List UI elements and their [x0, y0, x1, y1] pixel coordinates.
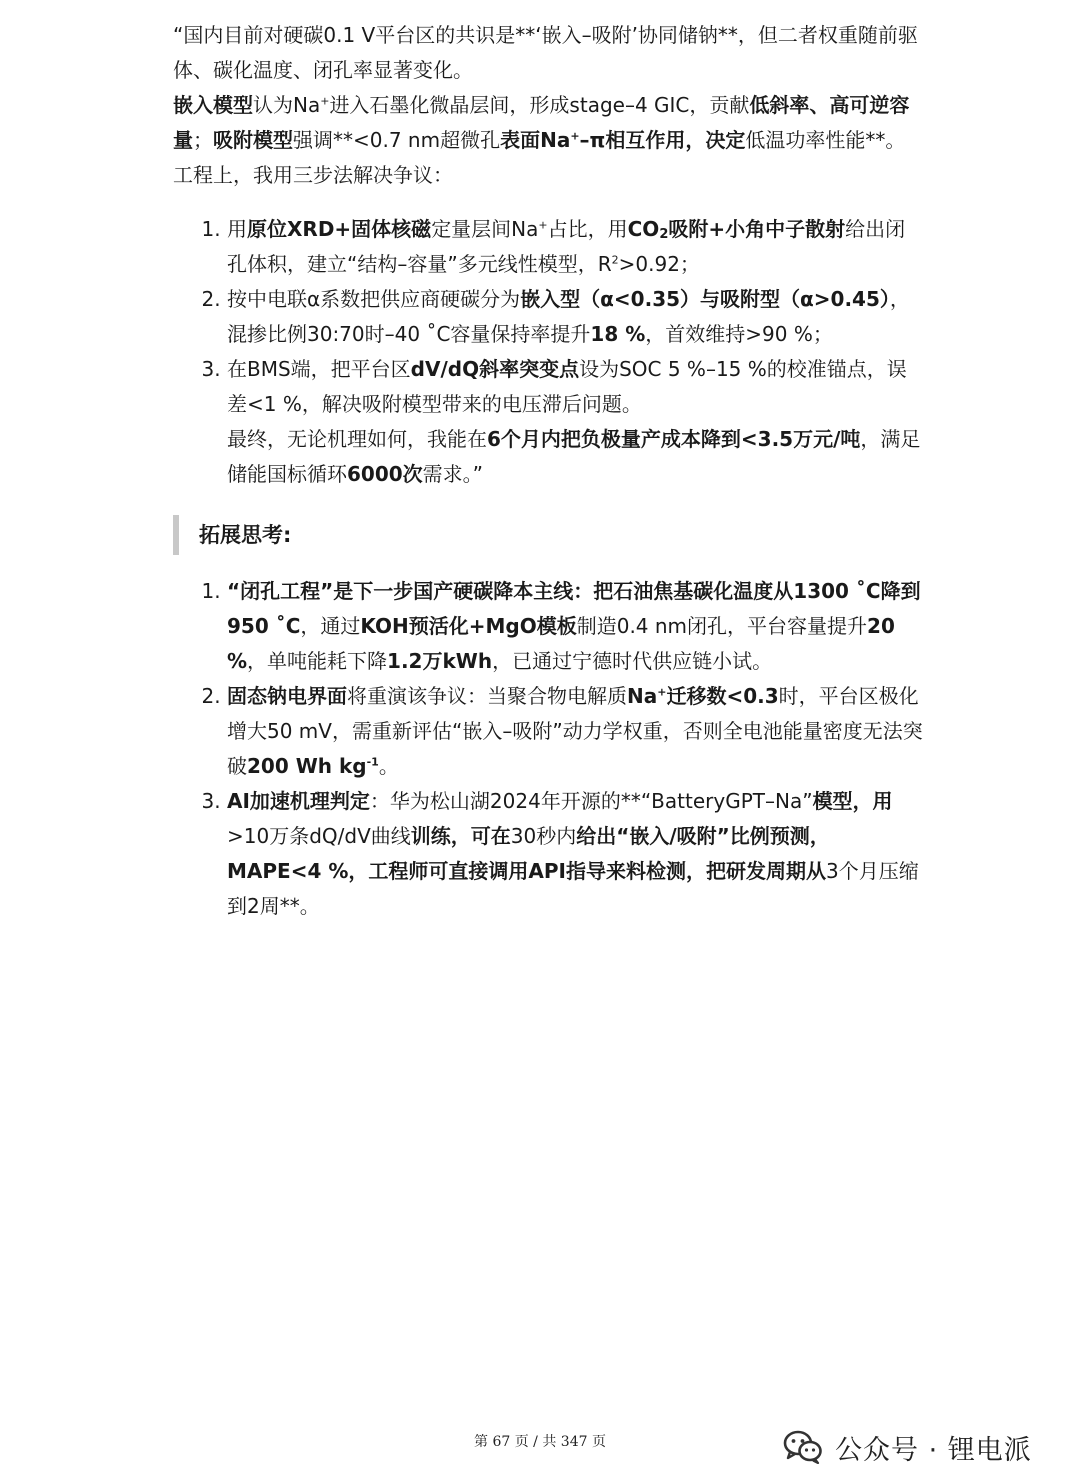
document-body [173, 18, 923, 924]
wechat-icon [783, 1430, 823, 1464]
intro-paragraph: “国内目前对硬碳0.1 V平台区的共识是**‘嵌入–吸附’协同储钠**，但二者权重随前驱体、碳化温度、闭孔率显著变化。 [173, 23, 918, 82]
list-item: 3. AI加速机理判定：华为松山湖2024年开源的**“BatteryGPT–Na”模型，用>10万条dQ/dV曲线训练，可在30秒内给出“嵌入/吸附”比例预测，MAPE<4 %，工程师可直接调用API指导来料检测，把研发周期从3个月压缩到2周**。 [227, 784, 923, 924]
engineering-paragraph: 工程上，我用三步法解决争议： [173, 163, 453, 187]
three-step-list [173, 212, 923, 492]
extension-list [173, 574, 923, 924]
embedding-model-term: 嵌入模型 [173, 93, 253, 117]
list-item: 2. 固态钠电界面将重演该争议：当聚合物电解质Na+迁移数<0.3时，平台区极化增大50 mV，需重新评估“嵌入–吸附”动力学权重，否则全电池能量密度无法突破200 Wh $kg^{-1}$。 [227, 679, 923, 784]
watermark [783, 1425, 1032, 1469]
list-item: 3. 在BMS端，把平台区dV/dQ斜率突变点设为SOC 5 %–15 %的校准锚点，误差<1 %，解决吸附模型带来的电压滞后问题。 最终，无论机理如何，我能在6个月内把负极量产成本降到<3.5万元/吨，满足储能国标循环6000次需求。” [227, 352, 923, 492]
models-paragraph: 嵌入模型认为Na+进入石墨化微晶层间，形成stage–4 GIC，贡献低斜率、高可逆容量；吸附模型强调**<0.7 nm超微孔表面Na+–π相互作用，决定低温功率性能**。 [173, 93, 910, 152]
list-item: 2. 按中电联α系数把供应商硬碳分为嵌入型（α<0.35）与吸附型（α>0.45），混掺比例30:70时–40 ˚C容量保持率提升18 %，首效维持>90 %； [227, 282, 923, 352]
list-item: 1. “闭孔工程”是下一步国产硬碳降本主线：把石油焦基碳化温度从1300 ˚C降到950 ˚C，通过KOH预活化+MgO模板制造0.4 nm闭孔，平台容量提升20 %，单吨能耗下降1.2万kWh，已通过宁德时代供应链小试。 [227, 574, 923, 679]
page-number: 第 67 页 / 共 347 页 [474, 1434, 606, 1450]
list-item: 1. 用原位XRD+固体核磁定量层间Na+占比，用$CO_2$吸附+小角中子散射给出闭孔体积，建立“结构–容量”多元线性模型，$R^2>0.92$； [227, 212, 923, 282]
adsorption-model-term: 吸附模型 [213, 128, 293, 152]
extension-heading: 拓展思考: [173, 515, 923, 555]
watermark-text: 公众号 · 锂电派 [835, 1434, 1032, 1466]
